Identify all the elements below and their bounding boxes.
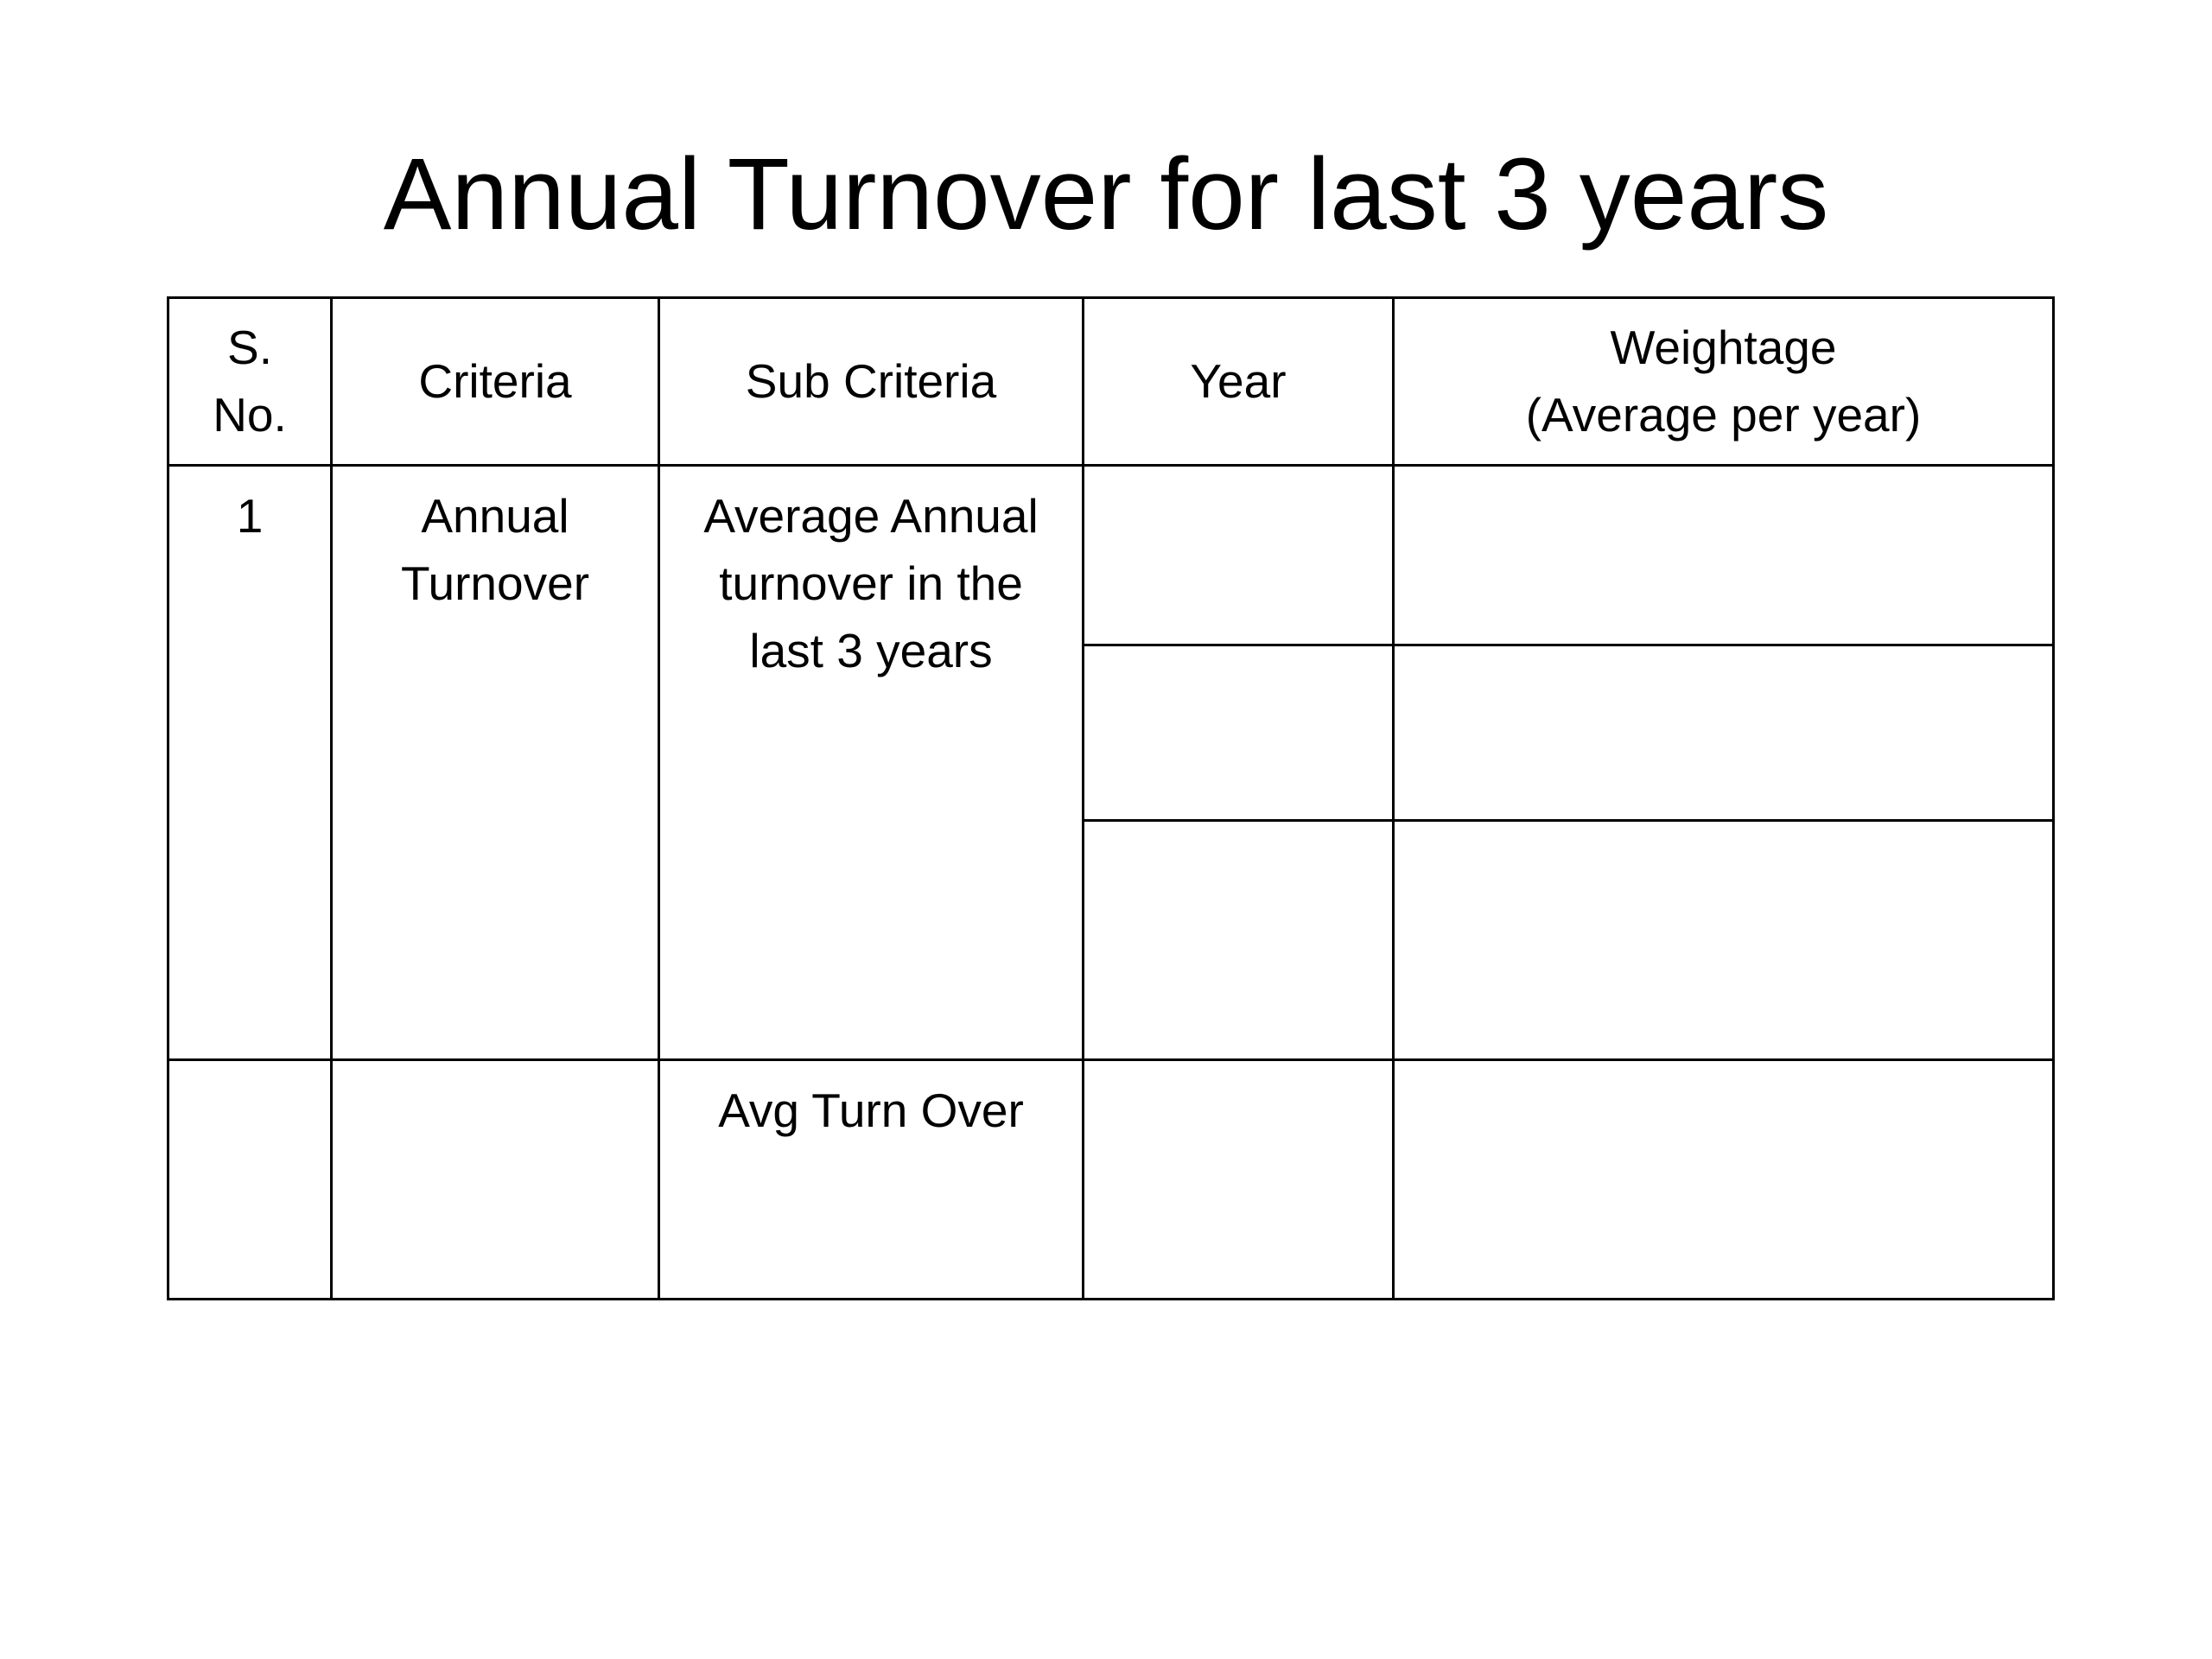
header-weightage — [1394, 298, 2054, 466]
cell-year — [1084, 821, 1394, 1060]
cell-weightage — [1394, 465, 2054, 645]
header-weightage-line2: (Average per year) — [1525, 388, 1922, 442]
header-criteria: Criteria — [332, 298, 659, 466]
sub-criteria-line3: last 3 years — [749, 623, 993, 677]
cell-year — [1084, 645, 1394, 821]
table-row — [168, 1060, 2054, 1300]
criteria-line1: Annual — [421, 488, 569, 543]
criteria-line2: Turnover — [400, 556, 590, 610]
cell-weightage — [1394, 821, 2054, 1060]
cell-sub-criteria: Avg Turn Over — [659, 1060, 1084, 1300]
cell-sno — [168, 1060, 332, 1300]
page-title: Annual Turnover for last 3 years — [383, 137, 1829, 251]
header-weightage-line1: Weightage — [1610, 321, 1837, 375]
cell-sub-criteria — [659, 465, 1084, 1059]
header-sno — [168, 298, 332, 466]
cell-year — [1084, 1060, 1394, 1300]
sub-criteria-line2: turnover in the — [719, 556, 1023, 610]
header-year: Year — [1084, 298, 1394, 466]
header-sub-criteria: Sub Criteria — [659, 298, 1084, 466]
turnover-table — [167, 296, 2055, 1300]
header-sno-line1: S. — [227, 321, 272, 375]
header-sno-line2: No. — [213, 388, 287, 442]
cell-year — [1084, 465, 1394, 645]
sub-criteria-line1: Average Annual — [703, 488, 1039, 543]
cell-criteria — [332, 465, 659, 1059]
cell-weightage — [1394, 1060, 2054, 1300]
table-row — [168, 465, 2054, 645]
cell-sno: 1 — [168, 465, 332, 1059]
cell-criteria — [332, 1060, 659, 1300]
table-header-row — [168, 298, 2054, 466]
cell-weightage — [1394, 645, 2054, 821]
